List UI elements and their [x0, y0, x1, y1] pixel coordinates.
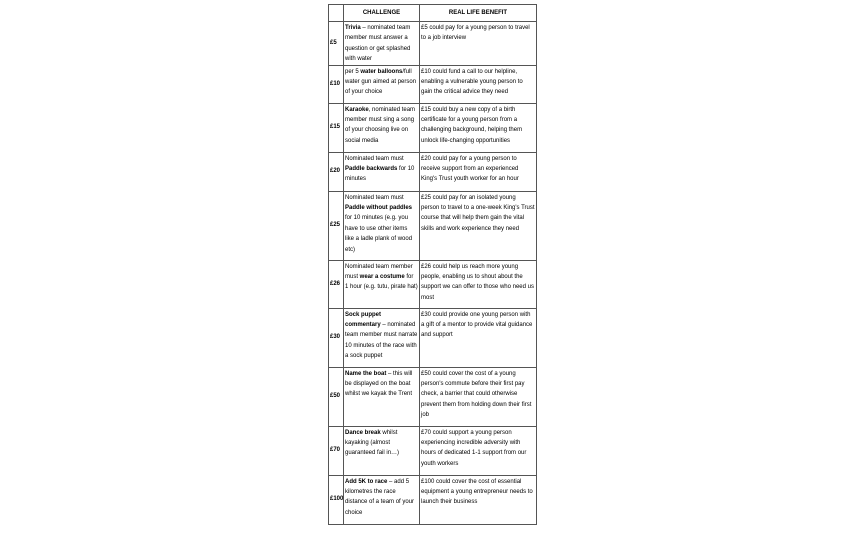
challenge-name: Dance break: [345, 429, 381, 436]
header-challenge: CHALLENGE: [344, 5, 420, 22]
challenge-name: water balloons: [360, 68, 403, 75]
row-challenge: [344, 308, 420, 367]
challenge-detail: – add 5 kilometres the race distance of a team of your choice: [345, 478, 415, 516]
challenge-detail: for 10 minutes: [345, 166, 415, 183]
row-benefit: £50 could cover the cost of a young person's commute before their first pay check, a barrier that could otherwise prevent them from holding down their first job: [420, 367, 537, 426]
challenge-name: Add 5K to race: [345, 478, 388, 485]
row-challenge: [344, 426, 420, 475]
row-amount: £10: [329, 65, 344, 103]
row-amount: £5: [329, 22, 344, 66]
challenge-name: Trivia: [345, 25, 361, 31]
row-amount: £25: [329, 191, 344, 260]
row-benefit: £70 could support a young person experiencing incredible adversity with hours of dedicated 1-1 support from our youth workers: [420, 426, 537, 475]
challenge-prefix: per 5: [345, 68, 361, 75]
challenge-prefix: Nominated team member must: [345, 263, 413, 281]
row-amount: £100: [329, 475, 344, 524]
row-amount: £70: [329, 426, 344, 475]
row-amount: £15: [329, 103, 344, 152]
challenge-detail: , nominated team member must sing a song of your choosing live on social media: [345, 106, 416, 144]
row-challenge: [344, 103, 420, 152]
table-row: [329, 152, 537, 191]
row-benefit: £15 could buy a new copy of a birth certificate for a young person from a challenging background, helping them unlock life-changing opportunities: [420, 103, 537, 152]
row-benefit: £20 could pay for a young person to receive support from an experienced King's Trust youth worker for an hour: [420, 152, 537, 191]
row-amount: £26: [329, 260, 344, 308]
challenge-name: Karaoke: [345, 106, 369, 113]
row-challenge: [344, 22, 420, 66]
header-benefit: REAL LIFE BENEFIT: [420, 5, 537, 22]
row-benefit: £26 could help us reach more young people, enabling us to shout about the support we can offer to those who need us most: [420, 260, 537, 308]
table-row: [329, 191, 537, 260]
row-amount: £50: [329, 367, 344, 426]
challenge-detail: /full water gun aimed at person of your choice: [345, 68, 417, 96]
table-row: [329, 103, 537, 152]
table-row: [329, 260, 537, 308]
row-benefit: £30 could provide one young person with a gift of a mentor to provide vital guidance and support: [420, 308, 537, 367]
row-challenge: [344, 65, 420, 103]
challenge-prefix: Nominated team must: [345, 155, 404, 162]
challenge-detail: – nominated team member must answer a question or get splashed with water: [345, 25, 411, 63]
row-challenge: [344, 475, 420, 524]
challenge-name: Paddle backwards: [345, 166, 398, 173]
table-row: [329, 65, 537, 103]
challenge-name: Paddle without paddles: [345, 205, 413, 212]
challenge-detail: for 1 hour (e.g. tutu, pirate hat): [345, 274, 418, 291]
challenge-name: Sock puppet commentary: [345, 311, 382, 329]
row-challenge: [344, 260, 420, 308]
table-row: [329, 367, 537, 426]
challenge-detail: for 10 minutes (e.g. you have to use other items like a ladle plank of wood etc): [345, 215, 413, 253]
row-benefit: £25 could pay for an isolated young person to travel to a one-week King's Trust course that will help them gain the vital skills and work experience they need: [420, 191, 537, 260]
row-challenge: [344, 367, 420, 426]
donation-challenge-table: [328, 4, 537, 525]
challenge-detail: whilst kayaking (almost guaranteed fail in…): [345, 429, 400, 457]
row-benefit: £100 could cover the cost of essential equipment a young entrepreneur needs to launch their business: [420, 475, 537, 524]
challenge-detail: – nominated team member must narrate 10 minutes of the race with a sock puppet: [345, 322, 418, 360]
row-challenge: [344, 191, 420, 260]
row-benefit: £5 could pay for a young person to travel to a job interview: [420, 22, 537, 66]
row-amount: £30: [329, 308, 344, 367]
table-row: [329, 426, 537, 475]
row-amount: £20: [329, 152, 344, 191]
table-row: [329, 475, 537, 524]
challenge-name: wear a costume: [359, 274, 405, 281]
challenge-prefix: Nominated team must: [345, 194, 404, 201]
table-header-row: [329, 5, 537, 22]
table-row: [329, 308, 537, 367]
donation-challenge-table-container: [328, 4, 536, 525]
challenge-name: Name the boat: [345, 370, 387, 377]
table-row: [329, 22, 537, 66]
header-amount: [329, 5, 344, 22]
challenge-detail: – this will be displayed on the boat whilst we kayak the Trent: [345, 370, 413, 398]
row-benefit: £10 could fund a call to our helpline, enabling a vulnerable young person to gain the critical advice they need: [420, 65, 537, 103]
row-challenge: [344, 152, 420, 191]
